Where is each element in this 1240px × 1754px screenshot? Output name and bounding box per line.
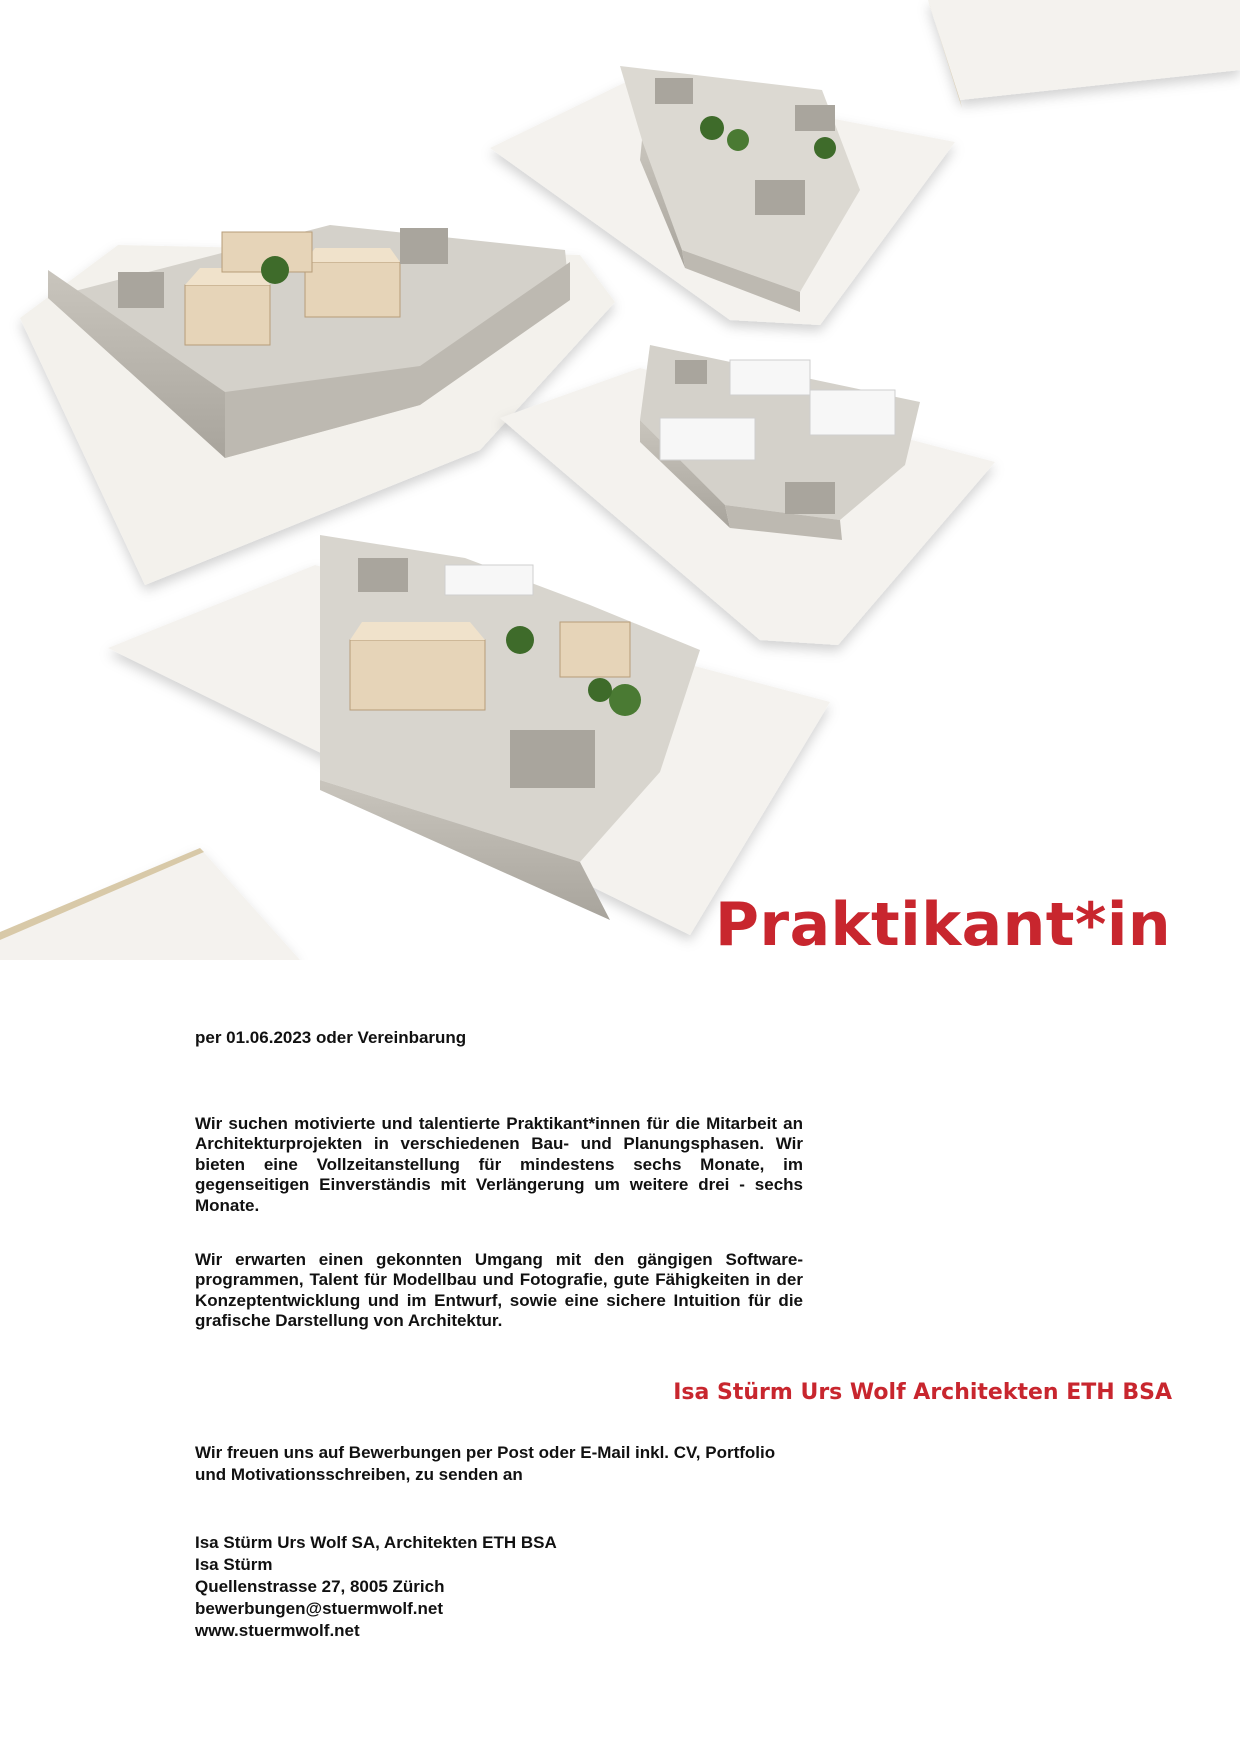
- start-date-line: per 01.06.2023 oder Vereinbarung: [195, 1028, 467, 1047]
- firm-name: Isa Stürm Urs Wolf Architekten ETH BSA: [673, 1380, 1172, 1405]
- contact-website[interactable]: www.stuermwolf.net: [195, 1621, 360, 1640]
- contact-company: Isa Stürm Urs Wolf SA, Architekten ETH BSA: [195, 1533, 557, 1552]
- requirements-paragraph: Wir erwarten einen gekonnten Umgang mit den gängigen Software-programmen, Talent für Modellbau und Fotografie, gute Fähigkeiten in der Konzeptentwicklung und im Entwurf, sowie eine sichere Intuition für die grafische Darstellung von Architektur.: [195, 1250, 803, 1331]
- corner-plate-bottom-left: [0, 848, 300, 960]
- application-instructions: Wir freuen uns auf Bewerbungen per Post oder E-Mail inkl. CV, Portfolio und Motivationsschreiben, zu senden an: [195, 1443, 776, 1484]
- description-paragraph: Wir suchen motivierte und talentierte Praktikant*innen für die Mitarbeit an Architekturprojekten in verschiedenen Bau- und Planungsphasen. Wir bieten eine Vollzeitanstellung für mindestens sechs Monate, im gegenseitigen Einverständis mit Verlängerung um weitere drei - sechs Monate.: [195, 1114, 803, 1215]
- contact-person: Isa Stürm: [195, 1555, 273, 1574]
- site-model-top-left: [20, 225, 615, 585]
- contact-block: [195, 1532, 557, 1642]
- contact-email[interactable]: bewerbungen@stuermwolf.net: [195, 1599, 443, 1618]
- corner-plate-top-right: [928, 0, 1240, 108]
- contact-address: Quellenstrasse 27, 8005 Zürich: [195, 1577, 445, 1596]
- job-title-heading: Praktikant*in: [715, 890, 1172, 960]
